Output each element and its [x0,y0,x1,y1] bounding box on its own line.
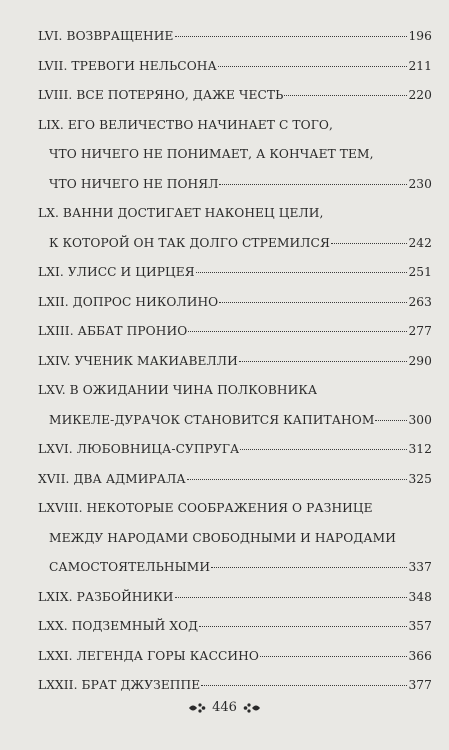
toc-entry-text: LXII. ДОПРОС НИКОЛИНО [38,294,219,309]
toc-entry-title-line [38,317,432,347]
toc-page-number: 211 [408,58,432,73]
toc-entry-text: LXXI. ЛЕГЕНДА ГОРЫ КАССИНО [38,648,259,663]
toc-entry-title-line [38,22,432,52]
toc-entry-continuation-line [38,170,432,200]
fleuron-left-icon [188,701,206,715]
toc-entry-text: LIX. ЕГО ВЕЛИЧЕСТВО НАЧИНАЕТ С ТОГО, [38,117,333,132]
toc-page-number: 277 [408,324,432,338]
toc-page-number: 196 [408,29,432,43]
toc-entry-title-line [38,376,432,406]
toc-page-number: 230 [408,176,432,191]
fleuron-right-icon [243,701,261,715]
dot-leader [211,567,407,568]
dot-leader [188,331,407,332]
toc-entry-text: LXIX. РАЗБОЙНИКИ [38,589,174,604]
dot-leader [175,36,408,37]
toc-entry-text: МЕЖДУ НАРОДАМИ СВОБОДНЫМИ И НАРОДАМИ [49,530,396,545]
dot-leader [218,66,408,67]
toc-page-number: 220 [408,88,432,102]
toc-entry-title-line [38,642,432,672]
toc-entry-title-line [38,52,432,82]
toc-entry-text: LVI. ВОЗВРАЩЕНИЕ [38,29,174,43]
toc-page-number: 337 [408,560,432,574]
toc-entry-text: LX. ВАННИ ДОСТИГАЕТ НАКОНЕЦ ЦЕЛИ, [38,206,324,220]
toc-entry [38,642,432,672]
toc-entry-title-line [38,347,432,377]
dot-leader [240,449,407,450]
toc-page-number: 263 [408,294,432,309]
toc-entry-title-line [38,671,432,701]
toc-page-number: 366 [408,648,432,663]
toc-entry-continuation-line [38,140,432,170]
toc-page-number: 300 [408,412,432,427]
toc-entry [38,317,432,347]
toc-entry [38,671,432,701]
toc-entry-text: LVIII. ВСЕ ПОТЕРЯНО, ДАЖЕ ЧЕСТЬ [38,88,284,102]
toc-entry-continuation-line [38,406,432,436]
toc-entry-text: К КОТОРОЙ ОН ТАК ДОЛГО СТРЕМИЛСЯ [49,235,330,250]
toc-entry-text: САМОСТОЯТЕЛЬНЫМИ [49,560,211,574]
dot-leader [187,479,408,480]
toc-entry-title-line [38,258,432,288]
table-of-contents [38,22,432,701]
page-number: 446 [212,700,237,715]
toc-entry [38,111,432,200]
toc-entry-text: LXVI. ЛЮБОВНИЦА-СУПРУГА [38,442,240,456]
toc-page-number: 377 [408,678,432,692]
toc-entry-text: LVII. ТРЕВОГИ НЕЛЬСОНА [38,58,217,73]
toc-entry-text: LXX. ПОДЗЕМНЫЙ ХОД [38,619,199,633]
toc-entry-text: XVII. ДВА АДМИРАЛА [38,471,186,486]
toc-entry-continuation-line [38,524,432,554]
toc-page-number: 357 [408,619,432,633]
toc-entry-title-line [38,494,432,524]
dot-leader [260,656,407,657]
toc-entry-title-line [38,435,432,465]
toc-entry [38,494,432,583]
toc-entry-title-line [38,465,432,495]
dot-leader [199,626,407,627]
toc-entry-text: ЧТО НИЧЕГО НЕ ПОНИМАЕТ, А КОНЧАЕТ ТЕМ, [49,147,374,161]
toc-entry [38,435,432,465]
toc-entry [38,376,432,435]
toc-entry-title-line [38,111,432,141]
toc-entry-text: МИКЕЛЕ-ДУРАЧОК СТАНОВИТСЯ КАПИТАНОМ [49,412,375,427]
toc-entry-title-line [38,583,432,613]
toc-entry-title-line [38,288,432,318]
toc-entry-text: LXVIII. НЕКОТОРЫЕ СООБРАЖЕНИЯ О РАЗНИЦЕ [38,501,373,515]
toc-entry [38,199,432,258]
toc-entry-text: LXXII. БРАТ ДЖУЗЕППЕ [38,678,201,692]
toc-entry-continuation-line [38,229,432,259]
toc-entry [38,288,432,318]
toc-page-number: 242 [408,235,432,250]
page-footer [0,700,449,715]
toc-page-number: 325 [408,471,432,486]
toc-entry-title-line [38,81,432,111]
toc-entry [38,612,432,642]
toc-entry [38,347,432,377]
toc-entry [38,22,432,52]
toc-entry-text: LXI. УЛИСС И ЦИРЦЕЯ [38,265,195,279]
toc-entry-text: LXV. В ОЖИДАНИИ ЧИНА ПОЛКОВНИКА [38,383,318,397]
toc-entry-text: LXIV. УЧЕНИК МАКИАВЕЛЛИ [38,353,238,368]
toc-entry [38,583,432,613]
toc-page-number: 290 [408,353,432,368]
dot-leader [239,361,408,362]
toc-entry [38,258,432,288]
dot-leader [219,184,407,185]
dot-leader [284,95,407,96]
toc-page-number: 312 [408,442,432,456]
toc-entry [38,81,432,111]
toc-entry [38,52,432,82]
dot-leader [175,597,408,598]
toc-entry-title-line [38,199,432,229]
toc-page-number: 251 [408,265,432,279]
toc-entry-text: LXIII. АББАТ ПРОНИО [38,324,188,338]
dot-leader [201,685,407,686]
toc-entry-text: ЧТО НИЧЕГО НЕ ПОНЯЛ [49,176,219,191]
dot-leader [219,302,407,303]
toc-entry-title-line [38,612,432,642]
toc-entry-continuation-line [38,553,432,583]
dot-leader [375,420,407,421]
dot-leader [196,272,408,273]
toc-entry [38,465,432,495]
dot-leader [331,243,408,244]
toc-page-number: 348 [408,589,432,604]
